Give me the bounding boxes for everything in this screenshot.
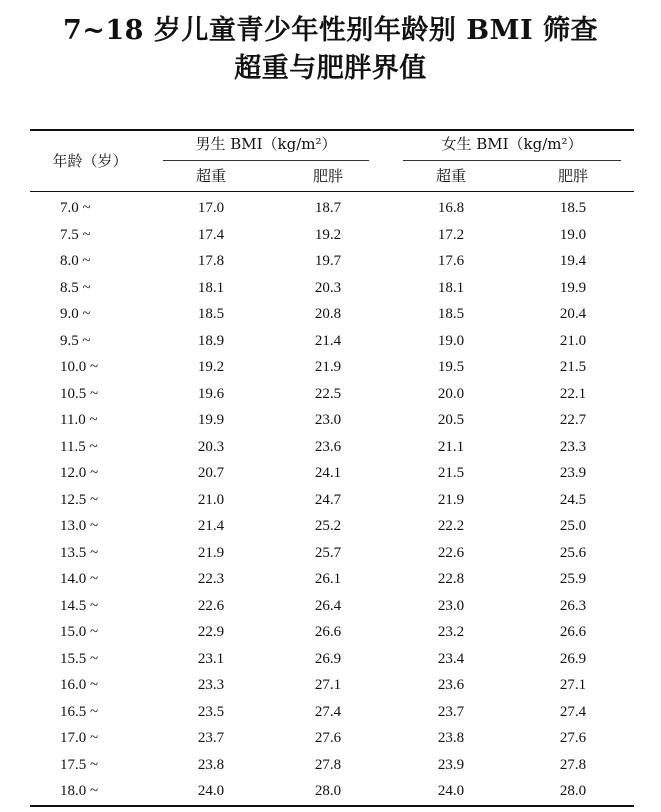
age-cell: 16.0 ~	[60, 677, 99, 693]
male-obese-cell: 24.1	[314, 465, 342, 481]
document-title-line-2: 超重与肥胖界值	[234, 53, 427, 84]
female-obese-cell: 19.9	[559, 279, 587, 296]
female-obese-cell: 20.4	[559, 306, 587, 322]
document-title-line-1: 7~18 岁儿童青少年性别年龄别 BMI 筛查	[62, 15, 599, 46]
male-obese-cell: 19.2	[314, 226, 342, 243]
age-cell: 15.5 ~	[60, 650, 99, 667]
female-overweight-cell: 18.1	[437, 279, 465, 296]
male-obese-cell: 26.1	[314, 571, 342, 587]
table-row	[0, 460, 661, 487]
male-overweight-cell: 22.3	[197, 571, 225, 587]
age-cell: 12.5 ~	[60, 491, 99, 508]
male-overweight-cell: 17.8	[197, 253, 225, 269]
male-overweight-cell: 19.2	[197, 359, 225, 375]
age-cell: 13.5 ~	[60, 544, 99, 561]
male-obese-cell: 18.7	[314, 200, 342, 216]
age-cell: 9.5 ~	[60, 332, 91, 349]
male-overweight-cell: 21.0	[197, 491, 225, 508]
female-obese-cell: 26.6	[559, 624, 587, 640]
table-row	[0, 487, 661, 514]
female-overweight-cell: 17.6	[437, 253, 465, 269]
female-overweight-cell: 17.2	[437, 226, 465, 243]
male-overweight-cell: 18.1	[197, 279, 225, 296]
age-cell: 9.0 ~	[60, 306, 91, 322]
table-row	[0, 540, 661, 567]
male-overweight-cell: 17.0	[197, 200, 225, 216]
female-overweight-cell: 19.0	[437, 332, 465, 349]
female-overweight-header: 超重	[435, 167, 466, 185]
table-row	[0, 725, 661, 752]
table-row	[0, 381, 661, 408]
male-obese-header: 肥胖	[312, 167, 343, 185]
male-obese-cell: 21.9	[314, 359, 342, 375]
table-row	[0, 275, 661, 302]
female-obese-cell: 22.1	[559, 385, 587, 402]
female-overweight-cell: 23.4	[437, 650, 465, 667]
female-bmi-header: 女生 BMI（kg/m²）	[441, 135, 583, 153]
female-obese-cell: 27.8	[559, 756, 587, 773]
female-obese-cell: 22.7	[559, 412, 587, 428]
age-cell: 12.0 ~	[60, 465, 99, 481]
male-overweight-cell: 23.3	[197, 677, 225, 693]
female-overweight-cell: 22.2	[437, 518, 465, 534]
female-obese-cell: 24.5	[559, 491, 587, 508]
table-row	[0, 222, 661, 249]
male-obese-cell: 27.8	[314, 756, 342, 773]
male-obese-cell: 26.4	[314, 597, 342, 614]
male-obese-cell: 22.5	[314, 385, 342, 402]
male-obese-cell: 27.1	[314, 677, 342, 693]
male-overweight-cell: 21.4	[197, 518, 225, 534]
age-column-header: 年龄（岁）	[52, 152, 128, 170]
female-overweight-cell: 21.1	[437, 438, 465, 455]
female-obese-cell: 28.0	[559, 783, 587, 799]
male-overweight-cell: 23.7	[197, 730, 225, 746]
female-overweight-cell: 23.6	[437, 677, 465, 693]
age-cell: 18.0 ~	[60, 783, 99, 799]
female-overweight-cell: 23.8	[437, 730, 465, 746]
male-overweight-cell: 22.9	[197, 624, 225, 640]
female-obese-cell: 23.3	[559, 438, 587, 455]
female-obese-cell: 27.6	[559, 730, 587, 746]
male-overweight-cell: 24.0	[197, 783, 225, 799]
table-row	[0, 646, 661, 673]
age-cell: 8.5 ~	[60, 279, 91, 296]
male-obese-cell: 25.2	[314, 518, 342, 534]
male-obese-cell: 20.3	[314, 279, 342, 296]
age-cell: 17.5 ~	[60, 756, 99, 773]
female-overweight-cell: 21.9	[437, 491, 465, 508]
male-overweight-cell: 18.9	[197, 332, 225, 349]
male-obese-cell: 27.4	[314, 703, 342, 720]
age-cell: 16.5 ~	[60, 703, 99, 720]
female-overweight-cell: 23.2	[437, 624, 465, 640]
female-obese-cell: 27.1	[559, 677, 587, 693]
male-overweight-cell: 21.9	[197, 544, 225, 561]
female-overweight-cell: 24.0	[437, 783, 465, 799]
male-overweight-cell: 23.5	[197, 703, 225, 720]
table-row	[0, 672, 661, 699]
age-cell: 7.5 ~	[60, 226, 91, 243]
table-row	[0, 752, 661, 779]
male-obese-cell: 23.6	[314, 438, 342, 455]
male-obese-cell: 23.0	[314, 412, 342, 428]
male-overweight-cell: 22.6	[197, 597, 225, 614]
male-overweight-header: 超重	[195, 167, 226, 185]
female-overweight-cell: 18.5	[437, 306, 465, 322]
table-row	[0, 513, 661, 540]
female-obese-cell: 26.3	[559, 597, 587, 614]
female-overweight-cell: 21.5	[437, 465, 465, 481]
male-overweight-cell: 19.9	[197, 412, 225, 428]
table-row	[0, 407, 661, 434]
table-row	[0, 699, 661, 726]
age-cell: 8.0 ~	[60, 253, 91, 269]
table-top-rule	[30, 129, 634, 131]
male-overweight-cell: 20.7	[197, 465, 225, 481]
age-cell: 13.0 ~	[60, 518, 99, 534]
male-obese-cell: 26.6	[314, 624, 342, 640]
age-cell: 11.5 ~	[60, 438, 98, 455]
female-obese-header: 肥胖	[557, 167, 588, 185]
table-row	[0, 354, 661, 381]
female-obese-cell: 21.5	[559, 359, 587, 375]
female-obese-cell: 21.0	[559, 332, 587, 349]
table-body	[0, 195, 661, 805]
female-overweight-cell: 19.5	[437, 359, 465, 375]
female-overweight-cell: 23.7	[437, 703, 465, 720]
male-obese-cell: 19.7	[314, 253, 342, 269]
female-obese-cell: 18.5	[559, 200, 587, 216]
age-cell: 14.0 ~	[60, 571, 99, 587]
male-overweight-cell: 23.1	[197, 650, 225, 667]
female-overweight-cell: 22.6	[437, 544, 465, 561]
table-row	[0, 593, 661, 620]
age-cell: 15.0 ~	[60, 624, 99, 640]
female-obese-cell: 19.4	[559, 253, 587, 269]
age-cell: 10.5 ~	[60, 385, 99, 402]
female-overweight-cell: 20.5	[437, 412, 465, 428]
female-overweight-cell: 23.0	[437, 597, 465, 614]
male-obese-cell: 25.7	[314, 544, 342, 561]
female-obese-cell: 25.0	[559, 518, 587, 534]
table-row	[0, 434, 661, 461]
male-bmi-header: 男生 BMI（kg/m²）	[195, 135, 337, 153]
male-overweight-cell: 23.8	[197, 756, 225, 773]
male-header-divider	[163, 160, 369, 161]
male-overweight-cell: 18.5	[197, 306, 225, 322]
female-overweight-cell: 20.0	[437, 385, 465, 402]
male-obese-cell: 20.8	[314, 306, 342, 322]
age-cell: 11.0 ~	[60, 412, 98, 428]
male-obese-cell: 27.6	[314, 730, 342, 746]
male-obese-cell: 26.9	[314, 650, 342, 667]
male-overweight-cell: 20.3	[197, 438, 225, 455]
female-obese-cell: 27.4	[559, 703, 587, 720]
male-obese-cell: 28.0	[314, 783, 342, 799]
age-cell: 14.5 ~	[60, 597, 99, 614]
table-row	[0, 619, 661, 646]
female-obese-cell: 19.0	[559, 226, 587, 243]
male-obese-cell: 21.4	[314, 332, 342, 349]
table-row	[0, 778, 661, 805]
male-overweight-cell: 17.4	[197, 226, 225, 243]
table-row	[0, 248, 661, 275]
table-row	[0, 301, 661, 328]
female-overweight-cell: 22.8	[437, 571, 465, 587]
age-cell: 17.0 ~	[60, 730, 99, 746]
age-cell: 10.0 ~	[60, 359, 99, 375]
female-overweight-cell: 16.8	[437, 200, 465, 216]
table-row	[0, 195, 661, 222]
male-overweight-cell: 19.6	[197, 385, 225, 402]
female-overweight-cell: 23.9	[437, 756, 465, 773]
table-header-rule	[30, 191, 634, 192]
table-row	[0, 328, 661, 355]
table-bottom-rule	[30, 805, 634, 807]
female-obese-cell: 23.9	[559, 465, 587, 481]
table-row	[0, 566, 661, 593]
male-obese-cell: 24.7	[314, 491, 342, 508]
female-obese-cell: 25.9	[559, 571, 587, 587]
female-obese-cell: 26.9	[559, 650, 587, 667]
age-cell: 7.0 ~	[60, 200, 91, 216]
female-obese-cell: 25.6	[559, 544, 587, 561]
female-header-divider	[403, 160, 621, 161]
